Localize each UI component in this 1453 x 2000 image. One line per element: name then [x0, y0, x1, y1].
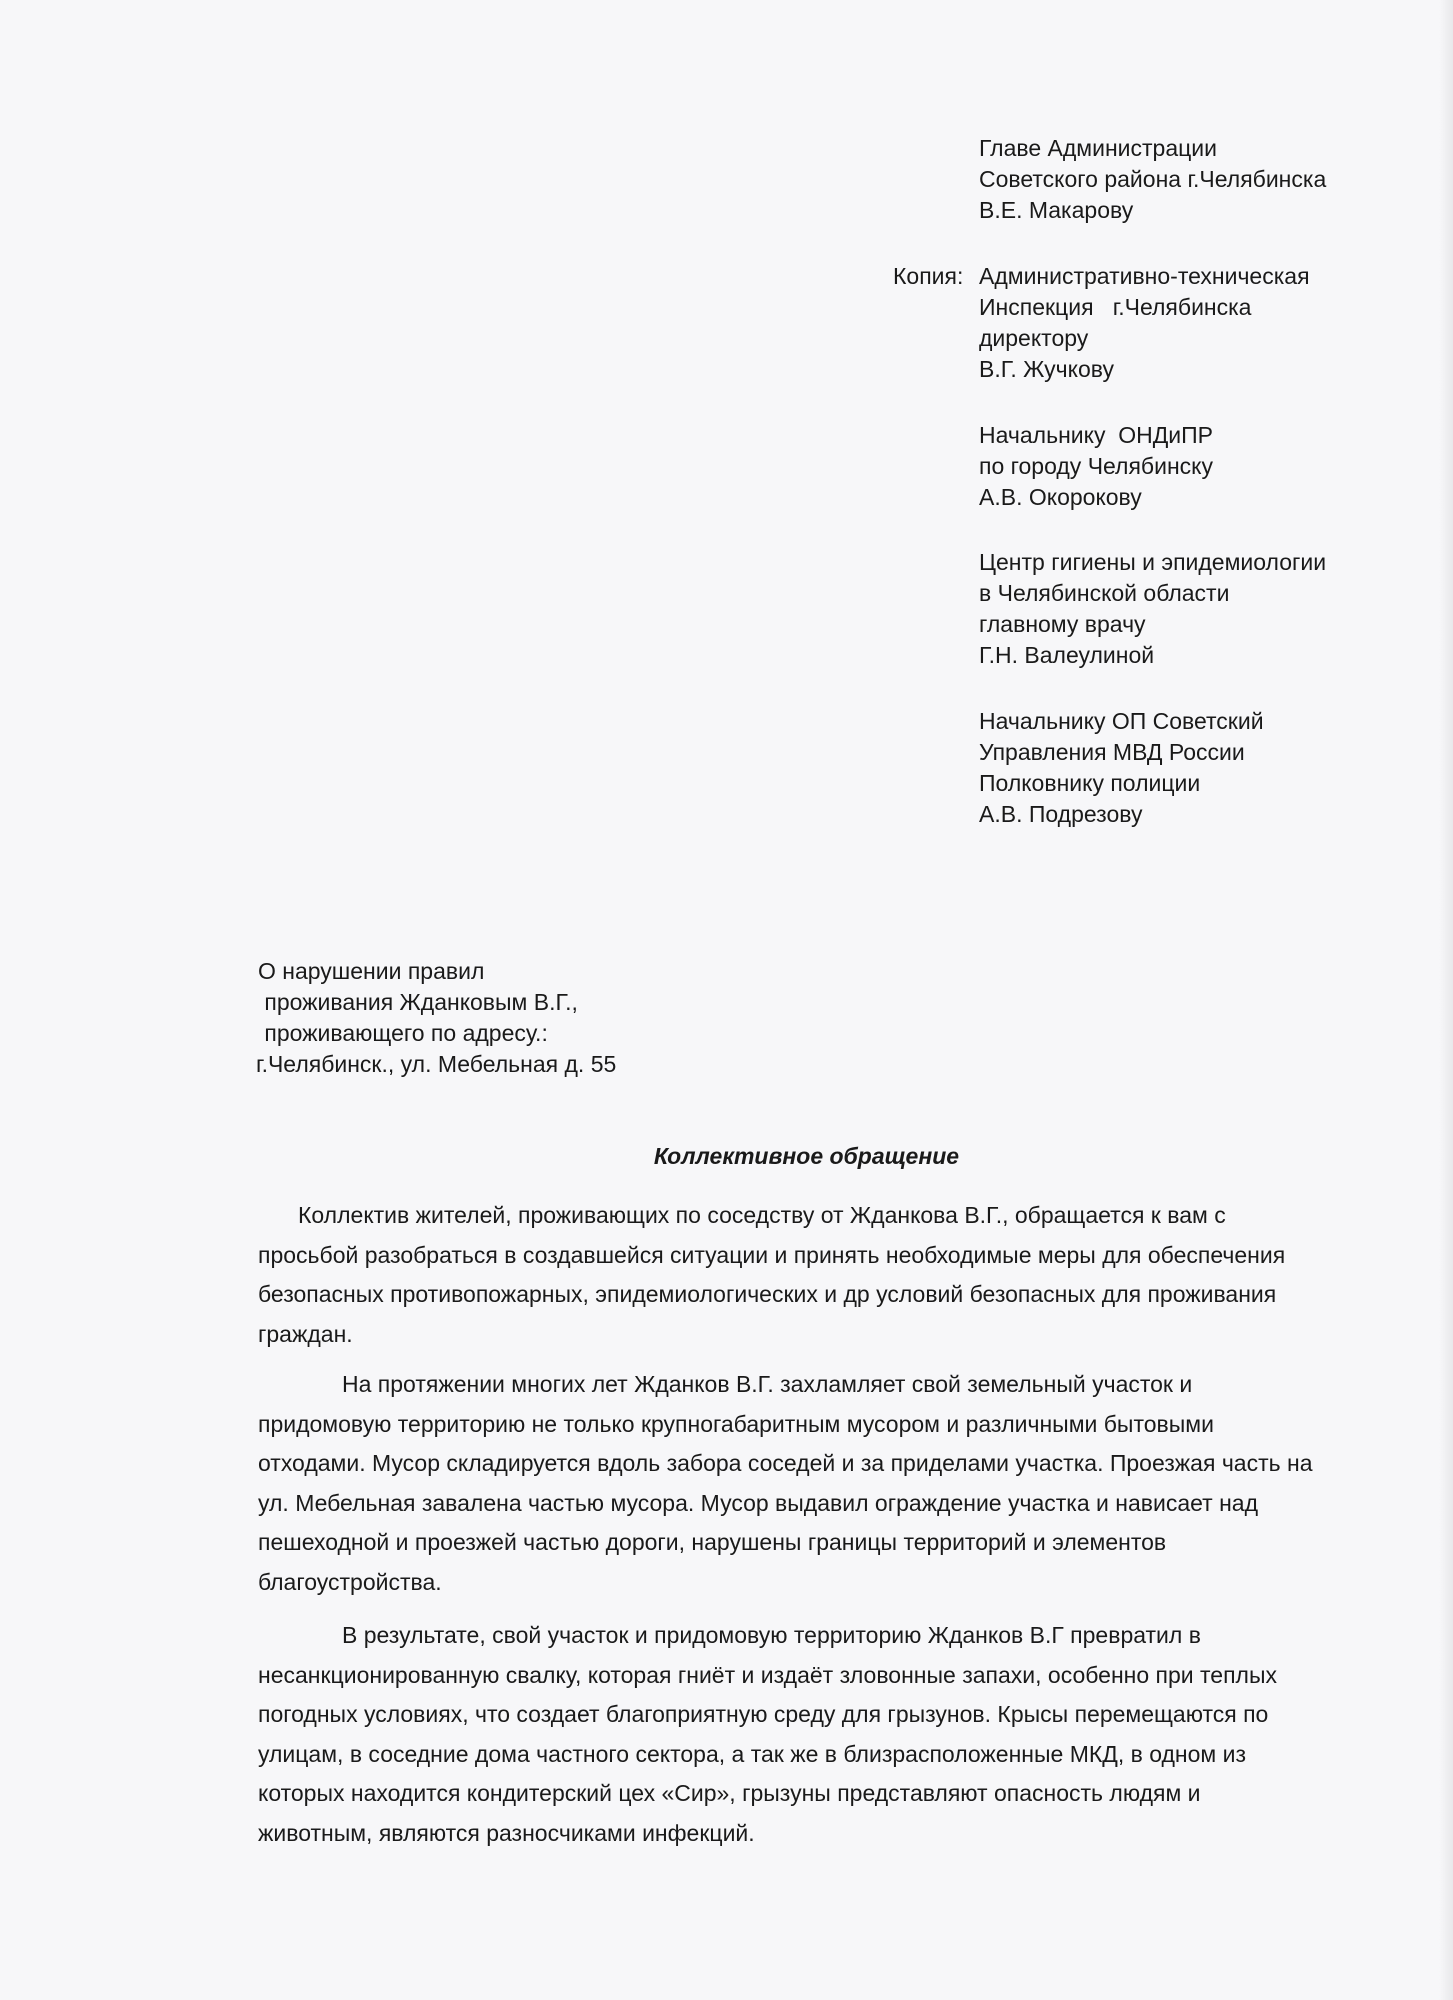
paragraph-line: пешеходной и проезжей частью дороги, нарушены границы территорий и элементов [258, 1529, 1167, 1555]
addressee-line: Начальнику ОП Советский [979, 708, 1264, 734]
addressee-line: директору [979, 325, 1089, 351]
paragraph-line: На протяжении многих лет Жданков В.Г. захламляет свой земельный участок и [342, 1371, 1193, 1397]
addressee-line: Управления МВД России [979, 739, 1245, 765]
paragraph-line: благоустройства. [258, 1568, 442, 1595]
addressee-line: В.Г. Жучкову [979, 356, 1114, 382]
paragraph-line: погодных условиях, что создает благоприятную среду для грызунов. Крысы перемещаются по [258, 1701, 1269, 1727]
paragraph-line: несанкционированную свалку, которая гниёт и издаёт зловонные запахи, особенно при теплых [258, 1661, 1277, 1688]
body-paragraph-1 [258, 1196, 1285, 1354]
copy-label: Копия: [893, 263, 964, 289]
addressee-line: Полковнику полиции [979, 770, 1201, 796]
body-paragraph-2 [258, 1365, 1313, 1602]
addressee-line: в Челябинской области [979, 580, 1230, 606]
addressee-line: Административно-техническая [979, 263, 1310, 289]
paragraph-line: просьбой разобраться в создавшейся ситуации и принять необходимые меры для обеспечения [258, 1241, 1286, 1268]
paragraph-line: ул. Мебельная завалена частью мусора. Мусор выдавил ограждение участка и нависает над [258, 1489, 1259, 1516]
body-paragraph-3 [258, 1616, 1277, 1853]
paragraph-line: В результате, свой участок и придомовую территорию Жданков В.Г превратил в [342, 1622, 1201, 1648]
paragraph-line: улицам, в соседние дома частного сектора, а так же в близрасположенные МКД, в одном из [258, 1740, 1247, 1767]
addressee-line: А.В. Окорокову [979, 484, 1142, 510]
subject-line: г.Челябинск., ул. Мебельная д. 55 [256, 1051, 617, 1077]
page-edge-shadow [1439, 0, 1453, 2000]
paragraph-line: которых находится кондитерский цех «Сир», грызуны представляют опасность людям и [258, 1780, 1201, 1806]
addressee-line: В.Е. Макарову [979, 197, 1134, 223]
addressee-line: Советского района г.Челябинска [979, 166, 1327, 192]
addressee-line: Инспекция г.Челябинска [979, 294, 1252, 320]
paragraph-line: отходами. Мусор складируется вдоль забора соседей и за приделами участка. Проезжая часть на [258, 1450, 1313, 1476]
addressee-line: по городу Челябинску [979, 453, 1213, 479]
paragraph-line: граждан. [258, 1320, 353, 1347]
subject-line: проживающего по адресу.: [258, 1020, 548, 1046]
addressee-line: главному врачу [979, 611, 1146, 637]
paragraph-line: придомовую территорию не только крупногабаритным мусором и различными бытовыми [258, 1410, 1214, 1437]
addressee-line: Г.Н. Валеулиной [979, 642, 1155, 668]
addressee-line: Начальнику ОНДиПР [979, 422, 1214, 448]
paragraph-line: Коллектив жителей, проживающих по соседству от Жданкова В.Г., обращается к вам с [298, 1202, 1226, 1228]
subject-line: О нарушении правил [258, 958, 485, 984]
addressee-line: А.В. Подрезову [979, 801, 1143, 827]
paragraph-line: безопасных противопожарных, эпидемиологических и др условий безопасных для проживания [258, 1281, 1277, 1307]
addressee-line: Центр гигиены и эпидемиологии [979, 549, 1327, 575]
addressee-line: Главе Администрации [979, 135, 1217, 161]
document-title: Коллективное обращение [653, 1143, 960, 1169]
subject-line: проживания Жданковым В.Г., [258, 989, 578, 1015]
paragraph-line: животным, являются разносчиками инфекций. [258, 1819, 755, 1846]
